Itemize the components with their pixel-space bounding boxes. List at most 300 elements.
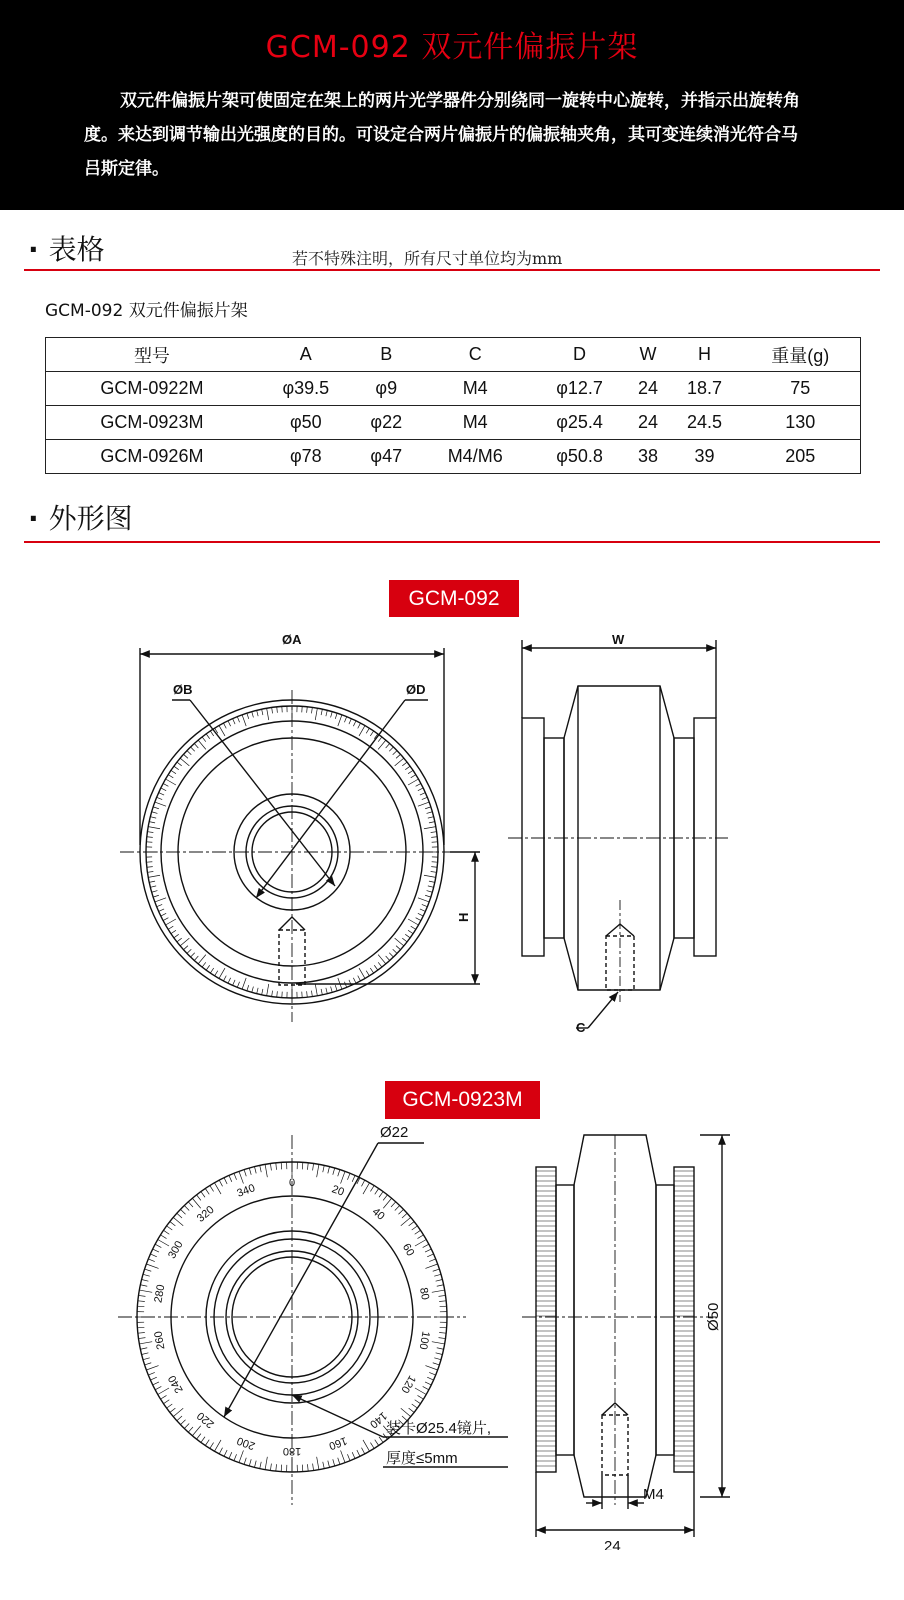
dial-tick: [192, 1198, 200, 1208]
dial-tick: [149, 881, 155, 882]
dial-tick: [228, 978, 231, 983]
dial-tick: [415, 1400, 421, 1404]
table-cell: 130: [740, 406, 860, 440]
dial-tick: [439, 1338, 446, 1339]
dial-tick: [389, 747, 393, 751]
side-knob-right: [694, 718, 716, 956]
dial-tick: [239, 1450, 243, 1462]
dial-tick: [155, 802, 166, 806]
dial-tick: [161, 1395, 167, 1399]
dial-tick: [145, 1269, 152, 1271]
dial-tick: [161, 1235, 167, 1239]
dial-tick: [270, 1464, 271, 1471]
dial-tick: [150, 817, 156, 818]
dial-tick: [370, 731, 373, 736]
dial-tick: [326, 988, 327, 994]
dial-tick: [307, 1163, 308, 1170]
dim-label-D: ØD: [406, 682, 426, 697]
dial-tick: [402, 762, 407, 766]
dial-tick: [420, 793, 425, 795]
dial-tick: [153, 807, 159, 809]
dial-tick: [315, 708, 317, 720]
dial-tick: [415, 1240, 426, 1247]
dial-tick: [142, 1353, 149, 1355]
dial-tick: [429, 881, 435, 882]
dial-tick: [163, 1230, 169, 1234]
dial-tick: [358, 723, 361, 728]
dial-tick: [436, 1280, 443, 1282]
dial-tick: [328, 1461, 330, 1468]
dial-tick: [252, 987, 254, 993]
dial-tick: [437, 1348, 444, 1349]
dial-tick: [412, 1404, 418, 1408]
table-row: [46, 440, 861, 474]
table-cell: 75: [740, 372, 860, 406]
dial-tick: [323, 1165, 324, 1172]
dial-tick: [311, 707, 312, 713]
dial-tick: [349, 719, 351, 724]
drawing-section-title: [28, 497, 133, 537]
dial-tick: [307, 1464, 308, 1471]
spec-section-title: [28, 228, 105, 268]
dial-tick: [277, 707, 278, 713]
dial-tick: [276, 1464, 277, 1471]
dial-tick: [434, 1358, 441, 1360]
table-title: GCM-092 双元件偏振片架: [45, 301, 248, 321]
drawing-heading: 外形图: [48, 502, 133, 535]
dial-tick: [427, 1254, 433, 1257]
dial-tick: [146, 1366, 158, 1370]
dial-tick: [167, 1226, 173, 1230]
table-cell: φ25.4: [532, 406, 628, 440]
dial-tick: [393, 949, 397, 953]
dial-tick: [424, 875, 436, 877]
dial-tick: [383, 1195, 387, 1201]
table-cell: 38: [627, 440, 668, 474]
dial-scale-label: 100: [416, 1330, 432, 1351]
dial-tick: [173, 1408, 183, 1416]
dial-tick: [331, 712, 333, 718]
dial-tick: [408, 770, 413, 773]
dial-tick: [408, 919, 418, 925]
dial-tick: [168, 926, 173, 929]
dial-tick: [168, 775, 173, 778]
dial-tick: [317, 1457, 319, 1470]
table-row: [46, 406, 861, 440]
table-cell: GCM-0923M: [46, 406, 258, 440]
dial-scale-label: 40: [369, 1205, 387, 1223]
table-cell: φ50.8: [532, 440, 628, 474]
table-cell: 24.5: [669, 406, 741, 440]
dial-tick: [427, 1377, 433, 1380]
dial-tick: [184, 1423, 189, 1428]
dial-tick: [405, 934, 410, 938]
dial-tick: [194, 744, 198, 748]
dial-tick: [205, 1188, 209, 1194]
dial-tick: [161, 913, 166, 916]
dial-tick: [210, 1186, 214, 1192]
dial-tick: [431, 867, 437, 868]
table-cell: 24: [627, 406, 668, 440]
dial-tick: [375, 1440, 379, 1446]
dial-tick: [139, 1295, 146, 1296]
dial-tick: [370, 968, 373, 973]
dial-tick: [171, 770, 176, 773]
dial-tick: [233, 719, 235, 724]
dial-tick: [272, 991, 273, 997]
table-cell: 18.7: [669, 372, 741, 406]
dial-tick: [423, 1244, 429, 1247]
dial-tick: [219, 1448, 222, 1454]
dial-tick: [163, 1400, 169, 1404]
dial-tick: [191, 747, 195, 751]
dial-tick: [398, 1209, 403, 1214]
dial-tick: [181, 1209, 186, 1214]
dial-tick: [361, 1448, 364, 1454]
dial-tick: [166, 919, 176, 925]
dial-tick: [260, 1462, 261, 1469]
dial-tick: [206, 965, 210, 970]
dial-tick: [439, 1332, 446, 1333]
dial-tick: [188, 1427, 193, 1432]
dial-tick: [177, 1213, 182, 1218]
dial-tick: [215, 1183, 222, 1194]
dial-tick: [247, 985, 249, 991]
dial-tick: [270, 1164, 271, 1171]
dial-tick: [393, 751, 397, 755]
dial-tick: [429, 1259, 435, 1262]
col-header: D: [532, 338, 628, 372]
dial-tick: [177, 1416, 182, 1421]
dial-tick: [315, 984, 317, 996]
dim-label-width: 24: [604, 1538, 621, 1550]
dial-tick: [429, 1372, 435, 1375]
dial-tick: [170, 1222, 176, 1226]
dial-tick: [224, 1450, 227, 1456]
dial-tick: [150, 1377, 156, 1380]
col-header: A: [258, 338, 354, 372]
model-badge: GCM-092: [389, 580, 519, 617]
dial-tick: [331, 987, 333, 993]
dial-tick: [366, 971, 369, 976]
dial-tick: [383, 1198, 391, 1208]
side-knob-left: [522, 718, 544, 956]
dial-tick: [138, 1332, 145, 1333]
section-divider: [24, 541, 880, 543]
side-hub-left: [556, 1185, 574, 1455]
side-hub-right: [656, 1185, 674, 1455]
dial-tick: [177, 938, 182, 942]
dial-tick: [328, 1167, 330, 1174]
dial-tick: [167, 1404, 173, 1408]
dial-tick: [152, 812, 158, 814]
dim-label-W: W: [612, 632, 625, 647]
dial-tick: [262, 989, 263, 995]
table-cell: 24: [627, 372, 668, 406]
dial-tick: [313, 1164, 314, 1171]
dial-tick: [265, 1457, 267, 1470]
dim-label-C: C: [576, 1020, 586, 1035]
dial-tick: [374, 965, 378, 970]
dial-tick: [402, 1213, 407, 1218]
dial-tick: [352, 1175, 355, 1181]
dial-tick: [323, 1462, 324, 1469]
dial-scale-label: 340: [235, 1182, 257, 1200]
dial-tick: [184, 946, 188, 950]
dial-tick: [326, 710, 327, 716]
dim-label-H: H: [456, 912, 471, 922]
dial-tick: [215, 971, 218, 976]
dial-tick: [433, 1269, 440, 1271]
dial-tick: [307, 707, 308, 713]
dial-tick: [439, 1301, 446, 1302]
dial-tick: [234, 1173, 237, 1179]
dial-tick: [347, 1454, 350, 1460]
dial-tick: [257, 988, 258, 994]
dial-tick: [396, 946, 400, 950]
dial-tick: [210, 731, 213, 736]
dial-tick: [192, 1426, 200, 1436]
dial-tick: [191, 953, 195, 957]
dial-tick: [433, 1363, 440, 1365]
dial-tick: [344, 717, 346, 723]
dial-tick: [145, 1363, 152, 1365]
dial-tick: [184, 1206, 189, 1211]
product-description: 双元件偏振片架可使固定在架上的两片光学器件分别绕同一旋转中心旋转，并指示出旋转角度。来达到调节输出光强度的目的。可设定合两片偏振片的偏振轴夹角，其可变连续消光符合马吕斯定律。: [84, 91, 800, 179]
dial-tick: [418, 788, 423, 791]
dial-tick: [223, 976, 226, 981]
dim-label-B: ØB: [173, 682, 193, 697]
dial-tick: [395, 1206, 400, 1211]
dial-tick: [202, 962, 206, 967]
dial-tick: [252, 712, 254, 718]
unit-note: 若不特殊注明，所有尺寸单位均为mm: [292, 249, 563, 268]
dial-tick: [423, 1386, 429, 1389]
dial-tick: [237, 717, 239, 723]
dial-tick: [402, 938, 407, 942]
dial-scale-label: 180: [282, 1445, 302, 1458]
dial-tick: [431, 832, 437, 833]
dial-tick: [150, 886, 156, 887]
dial-tick: [338, 1458, 340, 1465]
dial-tick: [431, 871, 437, 872]
dial-tick: [157, 904, 163, 906]
section-bullet: ·: [28, 233, 39, 266]
table-header-row: [46, 338, 861, 372]
dial-tick: [155, 898, 166, 902]
dial-tick: [353, 721, 356, 726]
dial-tick: [361, 1180, 364, 1186]
table-cell: φ9: [354, 372, 419, 406]
dial-tick: [206, 734, 210, 739]
dial-scale-label: 200: [235, 1434, 257, 1452]
dial-tick: [260, 1165, 261, 1172]
col-header: 型号: [46, 338, 258, 372]
dial-scale-label: 140: [367, 1409, 390, 1431]
dial-tick: [202, 737, 206, 742]
dial-tick: [353, 978, 356, 983]
dial-tick: [425, 1366, 437, 1370]
dial-tick: [432, 1290, 445, 1292]
dial-tick: [409, 1222, 415, 1226]
dial-tick: [341, 1171, 345, 1183]
col-header: H: [669, 338, 741, 372]
dial-tick: [188, 1202, 193, 1207]
model-badge: GCM-0923M: [385, 1081, 540, 1119]
page-title: GCM-092 双元件偏振片架: [265, 30, 639, 65]
drawing-gcm-0923m: [0, 1125, 904, 1550]
dial-tick: [333, 1459, 335, 1466]
dim-label-bore: Ø22: [380, 1125, 409, 1141]
dial-tick: [143, 1274, 150, 1276]
dial-tick: [439, 1295, 446, 1296]
dial-tick: [161, 788, 166, 791]
table-cell: φ22: [354, 406, 419, 440]
dial-tick: [431, 837, 437, 838]
dial-tick: [272, 707, 273, 713]
dial-tick: [210, 968, 213, 973]
dial-tick: [335, 713, 337, 719]
table-cell: φ78: [258, 440, 354, 474]
dial-scale-label: 320: [194, 1203, 217, 1225]
dial-tick: [418, 898, 429, 902]
dial-tick: [239, 1171, 243, 1183]
dial-tick: [408, 930, 413, 933]
dim-label-thread: M4: [643, 1486, 664, 1503]
dial-tick: [391, 1202, 396, 1207]
dial-tick: [139, 1342, 152, 1344]
dial-tick: [166, 779, 176, 785]
note-line-1: 装卡Ø25.4镜片,: [386, 1420, 492, 1437]
dial-tick: [244, 1458, 246, 1465]
dial-tick: [425, 1382, 431, 1385]
table-cell: GCM-0922M: [46, 372, 258, 406]
dial-tick: [389, 953, 393, 957]
dial-tick: [180, 938, 189, 946]
col-header: W: [627, 338, 668, 372]
table-row: [46, 372, 861, 406]
dial-tick: [148, 1259, 154, 1262]
dial-tick: [311, 991, 312, 997]
dial-tick: [147, 837, 153, 838]
dial-tick: [434, 1274, 441, 1276]
dial-tick: [139, 1290, 152, 1292]
dial-tick: [427, 812, 433, 814]
dial-tick: [210, 1443, 214, 1449]
spec-table: [45, 337, 861, 474]
dial-scale-label: 280: [152, 1283, 168, 1304]
dial-tick: [422, 797, 428, 799]
dial-tick: [428, 886, 434, 887]
table-cell: M4: [419, 372, 532, 406]
dial-tick: [405, 766, 410, 770]
col-header: B: [354, 338, 419, 372]
dial-scale-label: 20: [330, 1183, 346, 1199]
dial-tick: [215, 1440, 222, 1451]
dial-tick: [201, 1437, 205, 1443]
dial-tick: [198, 740, 206, 749]
dial-tick: [146, 1264, 158, 1268]
dial-tick: [174, 766, 179, 770]
dial-tick: [276, 1163, 277, 1170]
dial-tick: [321, 709, 322, 715]
dial-tick: [418, 1395, 424, 1399]
note-line-2: 厚度≤5mm: [386, 1450, 458, 1467]
dial-tick: [148, 875, 160, 877]
dial-tick: [255, 1167, 257, 1174]
dial-tick: [338, 715, 342, 726]
dial-tick: [379, 1192, 383, 1198]
dial-tick: [359, 968, 365, 978]
dial-tick: [338, 1170, 340, 1177]
dial-tick: [219, 1180, 222, 1186]
dial-scale-label: 300: [166, 1239, 186, 1261]
dim-label-A: ØA: [282, 632, 302, 647]
dial-tick: [436, 1353, 443, 1355]
dial-tick: [148, 1372, 154, 1375]
dial-tick: [187, 751, 191, 755]
spec-heading: 表格: [48, 233, 105, 266]
dial-tick: [219, 968, 225, 978]
dial-tick: [358, 976, 361, 981]
dial-tick: [267, 984, 269, 996]
dial-tick: [228, 721, 231, 726]
dial-tick: [412, 1226, 418, 1230]
section-bullet: ·: [28, 502, 39, 535]
dial-tick: [147, 871, 153, 872]
dial-tick: [386, 956, 390, 960]
dim-label-diameter: Ø50: [705, 1302, 722, 1331]
dial-scale-label: 160: [327, 1434, 349, 1452]
dial-tick: [347, 1173, 350, 1179]
dial-tick: [429, 822, 435, 823]
dial-tick: [416, 918, 421, 921]
dial-tick: [415, 1230, 421, 1234]
dial-tick: [425, 807, 431, 809]
dial-tick: [242, 715, 246, 726]
dial-tick: [411, 775, 416, 778]
dial-tick: [375, 1188, 379, 1194]
dial-tick: [181, 1420, 186, 1425]
dial-tick: [155, 1386, 161, 1389]
dial-tick: [184, 754, 188, 758]
dial-tick: [313, 1464, 314, 1471]
dial-tick: [424, 827, 436, 829]
dial-tick: [153, 1382, 159, 1385]
table-cell: φ47: [354, 440, 419, 474]
table-cell: φ39.5: [258, 372, 354, 406]
dial-tick: [174, 934, 179, 938]
dial-tick: [363, 1440, 370, 1451]
dial-tick: [409, 1408, 415, 1412]
dial-tick: [223, 723, 226, 728]
dial-tick: [139, 1338, 146, 1339]
dial-tick: [386, 744, 390, 748]
dial-tick: [422, 904, 428, 906]
dial-tick: [224, 1178, 227, 1184]
dial-tick: [197, 1195, 201, 1201]
dial-scale-label: 240: [166, 1373, 186, 1395]
dial-tick: [395, 758, 404, 766]
dial-tick: [420, 909, 425, 911]
dial-tick: [425, 1249, 431, 1252]
dial-tick: [321, 989, 322, 995]
dial-tick: [247, 713, 249, 719]
dial-tick: [333, 1168, 335, 1175]
dial-tick: [418, 913, 423, 916]
dial-tick: [317, 1164, 319, 1177]
dial-scale-label: 120: [398, 1373, 418, 1395]
